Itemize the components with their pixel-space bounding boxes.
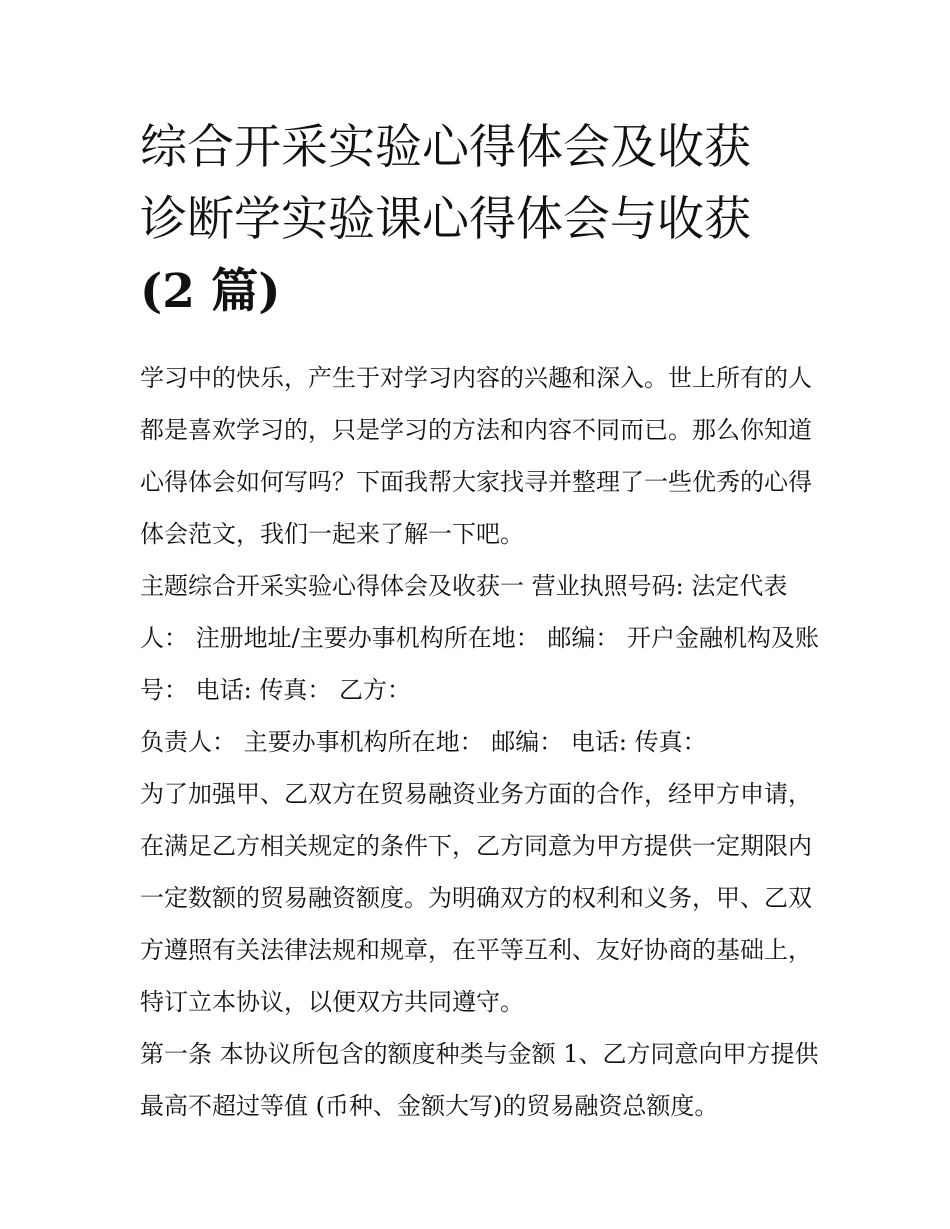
title-line-3: (2 篇) (140, 264, 281, 319)
document-title (140, 112, 820, 328)
document-body (140, 352, 820, 1132)
paragraph-party-b: 负责人： 主要办事机构所在地： 邮编： 电话: 传真： (140, 728, 707, 756)
title-line-2: 诊断学实验课心得体会与收获 (140, 192, 751, 247)
title-line-1: 综合开采实验心得体会及收获 (140, 120, 751, 175)
paragraph-article-1: 第一条 本协议所包含的额度种类与金额 1、乙方同意向甲方提供最高不超过等值 (币种、金额大写)的贸易融资总额度。 (140, 1040, 819, 1120)
paragraph-intro: 学习中的快乐，产生于对学习内容的兴趣和深入。世上所有的人都是喜欢学习的，只是学习的方法和内容不同而已。那么你知道心得体会如何写吗？下面我帮大家找寻并整理了一些优秀的心得体会范文，我们一起来了解一下吧。 (140, 364, 812, 548)
paragraph-party-a: 主题综合开采实验心得体会及收获一 营业执照号码: 法定代表人： 注册地址/主要办事机构所在地： 邮编： 开户金融机构及账号： 电话: 传真： 乙方： (140, 572, 819, 704)
paragraph-purpose: 为了加强甲、乙双方在贸易融资业务方面的合作，经甲方申请，在满足乙方相关规定的条件下，乙方同意为甲方提供一定期限内一定数额的贸易融资额度。为明确双方的权利和义务，甲、乙双方遵照有关法律法规和规章，在平等互利、友好协商的基础上，特订立本协议，以便双方共同遵守。 (140, 780, 812, 1016)
